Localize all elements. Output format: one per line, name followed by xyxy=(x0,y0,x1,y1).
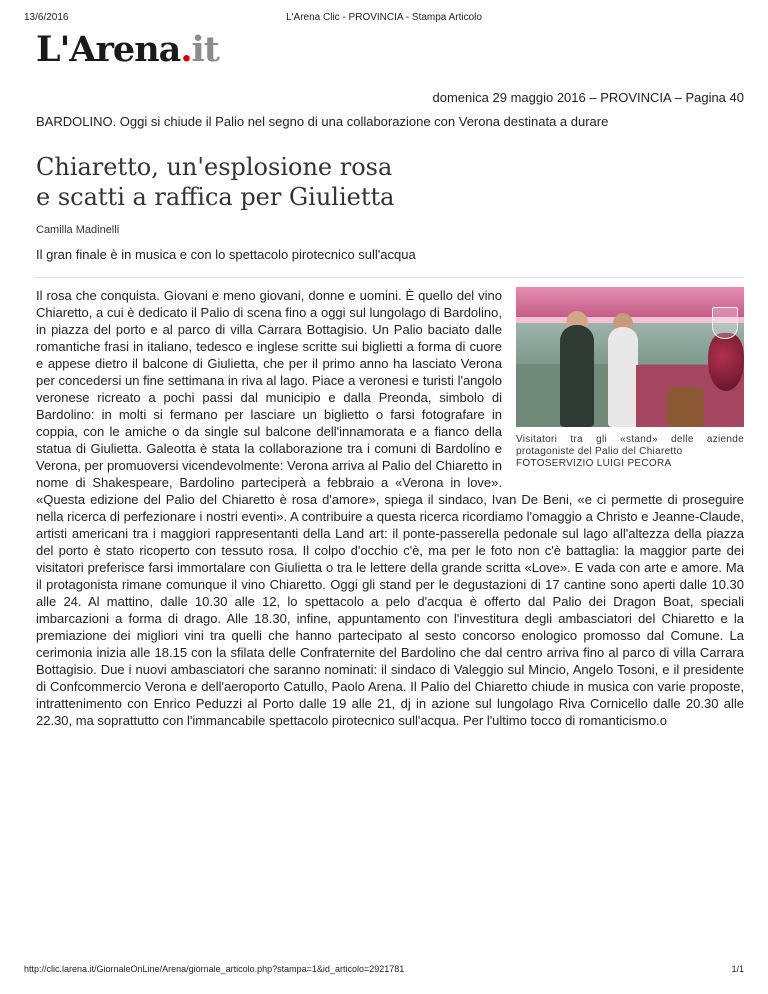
print-url: http://clic.larena.it/GiornaleOnLine/Arena/giornale_articolo.php?stampa=1&id_articolo=2921781 xyxy=(24,964,405,974)
larena-logo[interactable] xyxy=(36,30,219,70)
photo-barrel xyxy=(666,387,704,427)
photo-credit: FOTOSERVIZIO LUIGI PECORA xyxy=(516,458,672,469)
article-author: Camilla Madinelli xyxy=(36,224,120,236)
article-photo[interactable] xyxy=(516,287,744,427)
logo-dot: . xyxy=(180,29,192,70)
photo-caption-text: Visitatori tra gli «stand» delle aziende protagoniste del Palio del Chiaretto xyxy=(516,434,744,457)
photo-visitor xyxy=(608,327,638,427)
photo-visitor xyxy=(560,325,594,427)
article-body: Il rosa che conquista. Giovani e meno giovani, donne e uomini. È quello del vino Chiaretto, a cui è dedicato il Palio di scena fino a oggi sul lungolago di Bardolino, in piazza del porto e al parco di villa Carrara Bottagisio. Un Palio baciato dalle romantiche frasi in italiano, tedesco e inglese scritte sui biglietti a forma di cuore e appese dietro il balcone di Giulietta, che per il primo anno ha lasciato Verona per concedersi un fine settimana in riva al lago. Piace a veronesi e turisti l'angolo veronese ricreato a pochi passi dal municipio e dalla Preonda, simbolo di Bardolino: in molti si fermano per lasciare un biglietto o farsi fotografare in coppia, con le amiche o da single sul balcone dell'innamorata e a fianco della statua di Giulietta. Galeotta è stata la collaborazione tra i comuni di Bardolino e Verona, per promuoversi vicendevolmente: Verona arriva al Palio del Chiaretto in nome di Shakespeare, Bardolino parteciperà a febbraio a «Verona in love». «Questa edizione del Palio del Chiaretto è rosa d'amore», spiega il sindaco, Ivan De Beni, «e ci permette di proseguire nella ricerca di perfezionare i nostri eventi». A contribuire a questa ricerca ricordiamo l'omaggio a Christo e Jeanne-Claude, artisti americani tra i maggiori rappresentanti della Land art: il ponte-passerella pedonale sul lago all'altezza della piazza del porto è stato ricoperto con tessuto rosa. Il colpo d'occhio c'è, ma per le foto non c'è battaglia: la maggior parte dei visitatori preferisce farsi immortalare con Giulietta o tra le lettere della grande scritta «Love». E vada con arte e amore. Ma il protagonista rimane comunque il vino Chiaretto. Oggi gli stand per le degustazioni di 17 cantine sono aperti dalle 10.30 alle 24. Al mattino, dalle 10.30 alle 12, lo spettacolo a pelo d'acqua è offerto dal Palio dei Dragon Boat, speciali imbarcazioni a forma di drago. Alle 18.30, infine, appuntamento con l'investitura degli ambasciatori del Chiaretto e la premiazione dei migliori vini tra quelli che hanno partecipato al sesto concorso enologico promosso dal Comune. La cerimonia inizia alle 18.15 con la sfilata delle Confraternite del Bardolino che dal centro arriva fino al parco di villa Carrara Bottagisio. Due i nuovi ambasciatori che saranno nominati: il sindaco di Valeggio sul Mincio, Angelo Tosoni, e il presidente di Confcommercio Verona e dell'aeroporto Catullo, Paolo Arena. Il Palio del Chiaretto chiude in musica con varie proposte, intrattenimento con Enrico Peduzzi al Porto dalle 19 alle 21, dj in azione sul lungolago Riva Cornicello dalle 20.30 alle 22.30, ma soprattutto con l'immancabile spettacolo pirotecnico sull'acqua. Per l'ultimo tocco di romanticismo.o xyxy=(36,288,744,728)
logo-main-text: L'Arena xyxy=(36,29,181,70)
article-kicker: BARDOLINO. Oggi si chiude il Palio nel segno di una collaborazione con Verona destinata a durare xyxy=(36,114,609,129)
article-content xyxy=(36,287,744,729)
headline-line-2: e scatti a raffica per Giulietta xyxy=(36,183,395,211)
photo-grapes xyxy=(708,333,744,391)
header-divider xyxy=(36,277,744,278)
photo-awning xyxy=(516,287,744,317)
print-date: 13/6/2016 xyxy=(24,12,69,23)
headline-line-1: Chiaretto, un'esplosione rosa xyxy=(36,153,393,181)
print-page-count: 1/1 xyxy=(731,964,744,974)
print-page-title: L'Arena Clic - PROVINCIA - Stampa Articolo xyxy=(286,12,482,23)
article-photo-figure xyxy=(516,287,744,470)
logo-suffix: it xyxy=(191,29,219,70)
article-headline xyxy=(36,152,556,212)
photo-wine-glass xyxy=(712,307,738,339)
article-subhead: Il gran finale è in musica e con lo spettacolo pirotecnico sull'acqua xyxy=(36,247,416,262)
article-dateline: domenica 29 maggio 2016 – PROVINCIA – Pagina 40 xyxy=(432,90,744,105)
photo-caption xyxy=(516,434,744,470)
print-header xyxy=(24,12,744,26)
